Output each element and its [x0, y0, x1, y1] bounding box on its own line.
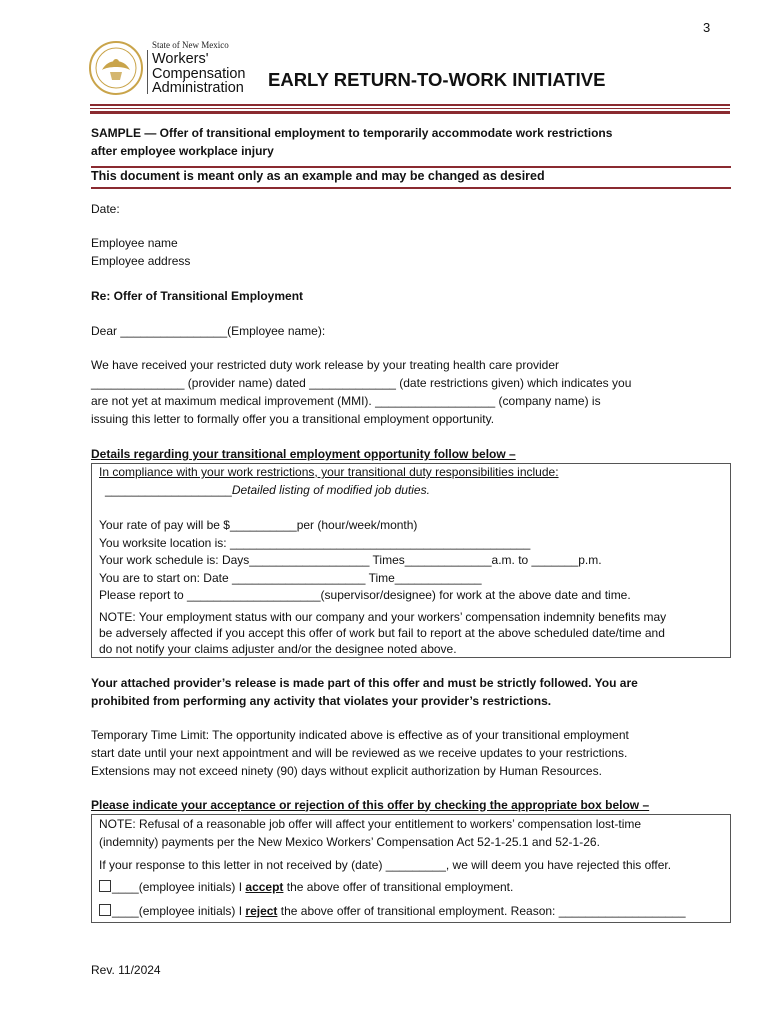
acceptance-box [91, 814, 731, 923]
time-limit-paragraph [91, 726, 731, 780]
note-line: NOTE: Your employment status with our company and your workers’ compensation indemnity benefits may [99, 609, 667, 624]
response-deadline: If your response to this letter in not received by (date) _________, we will deem you have rejected this offer. [99, 857, 672, 872]
accept-suffix: the above offer of transitional employment. [283, 879, 514, 894]
re-line: Re: Offer of Transitional Employment [91, 289, 304, 303]
agency-line-1: Workers' [152, 51, 209, 67]
reject-prefix: ____(employee initials) I [112, 903, 246, 918]
provider-release-line: prohibited from performing any activity that violates your provider’s restrictions. [91, 693, 552, 708]
revision-footer: Rev. 11/2024 [91, 963, 161, 977]
reject-word: reject [245, 903, 278, 918]
intro-line: are not yet at maximum medical improvement (MMI). __________________ (company name) is [91, 394, 601, 408]
employee-address: Employee address [91, 254, 191, 268]
provider-release-paragraph [91, 674, 731, 710]
disclaimer: This document is meant only as an example and may be changed as desired [91, 169, 545, 183]
details-heading: Details regarding your transitional employment opportunity follow below – [91, 447, 516, 461]
reject-option [99, 902, 723, 920]
reject-suffix: the above offer of transitional employment. Reason: ___________________ [277, 903, 686, 918]
time-limit-line: Extensions may not exceed ninety (90) days without explicit authorization by Human Resources. [91, 763, 602, 778]
document-body [91, 124, 731, 923]
time-limit-line: start date until your next appointment and will be reviewed as we receive updates to your restrictions. [91, 745, 628, 760]
accept-checkbox[interactable] [99, 880, 111, 892]
logo-divider [147, 50, 148, 94]
subtitle-line-1: SAMPLE — Offer of transitional employment to temporarily accommodate work restrictions [91, 126, 613, 140]
page-number: 3 [703, 20, 711, 35]
salutation: Dear ________________(Employee name): [91, 324, 326, 338]
header-rule-3 [90, 111, 730, 114]
subtitle-line-2: after employee workplace injury [91, 144, 274, 158]
disclaimer-rule [91, 187, 731, 189]
provider-release-line: Your attached provider’s release is made part of this offer and must be strictly followed. You are [91, 675, 638, 690]
details-note [99, 609, 723, 657]
duties-blank: ___________________ [105, 482, 232, 497]
note-line: be adversely affected if you accept this offer of work but fail to report at the above scheduled date/time and [99, 625, 665, 640]
intro-line: issuing this letter to formally offer you a transitional employment opportunity. [91, 412, 495, 426]
details-box [91, 463, 731, 658]
pay-line: Your rate of pay will be $__________per (hour/week/month) [99, 518, 418, 532]
state-label: State of New Mexico [152, 40, 229, 50]
acceptance-note-line: (indemnity) payments per the New Mexico Workers’ Compensation Act 52-1-25.1 and 52-1-26. [99, 834, 600, 849]
header-rule-1 [90, 104, 730, 106]
intro-paragraph [91, 356, 731, 428]
note-line: do not notify your claims adjuster and/or the designee noted above. [99, 641, 457, 656]
location-line: You worksite location is: _____________________________________________ [99, 535, 531, 550]
compliance-line: In compliance with your work restrictions, your transitional duty responsibilities include: [99, 465, 559, 479]
intro-line: ______________ (provider name) dated _____________ (date restrictions given) which indicates you [91, 376, 632, 390]
document-title: EARLY RETURN-TO-WORK INITIATIVE [268, 69, 606, 90]
duties-line [99, 482, 723, 500]
date-label: Date: [91, 202, 120, 216]
reject-checkbox[interactable] [99, 904, 111, 916]
acceptance-note-line: NOTE: Refusal of a reasonable job offer will affect your entitlement to workers’ compensation lost-time [99, 816, 642, 831]
acceptance-heading: Please indicate your acceptance or rejection of this offer by checking the appropriate box below – [91, 797, 650, 812]
accept-option [99, 878, 723, 896]
subtitle-rule [91, 166, 731, 168]
accept-word: accept [245, 879, 284, 894]
header-rule-2 [90, 108, 730, 109]
schedule-line: Your work schedule is: Days__________________ Times_____________a.m. to _______p.m. [99, 553, 602, 567]
time-limit-line: Temporary Time Limit: The opportunity indicated above is effective as of your transitional employment [91, 727, 629, 742]
employee-name: Employee name [91, 236, 178, 250]
agency-name [152, 52, 246, 96]
state-seal-logo [88, 40, 144, 96]
agency-line-2: Compensation [152, 65, 246, 82]
intro-line: We have received your restricted duty work release by your treating health care provider [91, 358, 560, 372]
accept-prefix: ____(employee initials) I [112, 879, 246, 894]
agency-line-3: Administration [152, 80, 244, 96]
start-line: You are to start on: Date ____________________ Time_____________ [99, 570, 482, 585]
report-line: Please report to ____________________(supervisor/designee) for work at the above date and time. [99, 588, 631, 602]
duties-label: Detailed listing of modified job duties. [231, 482, 430, 497]
